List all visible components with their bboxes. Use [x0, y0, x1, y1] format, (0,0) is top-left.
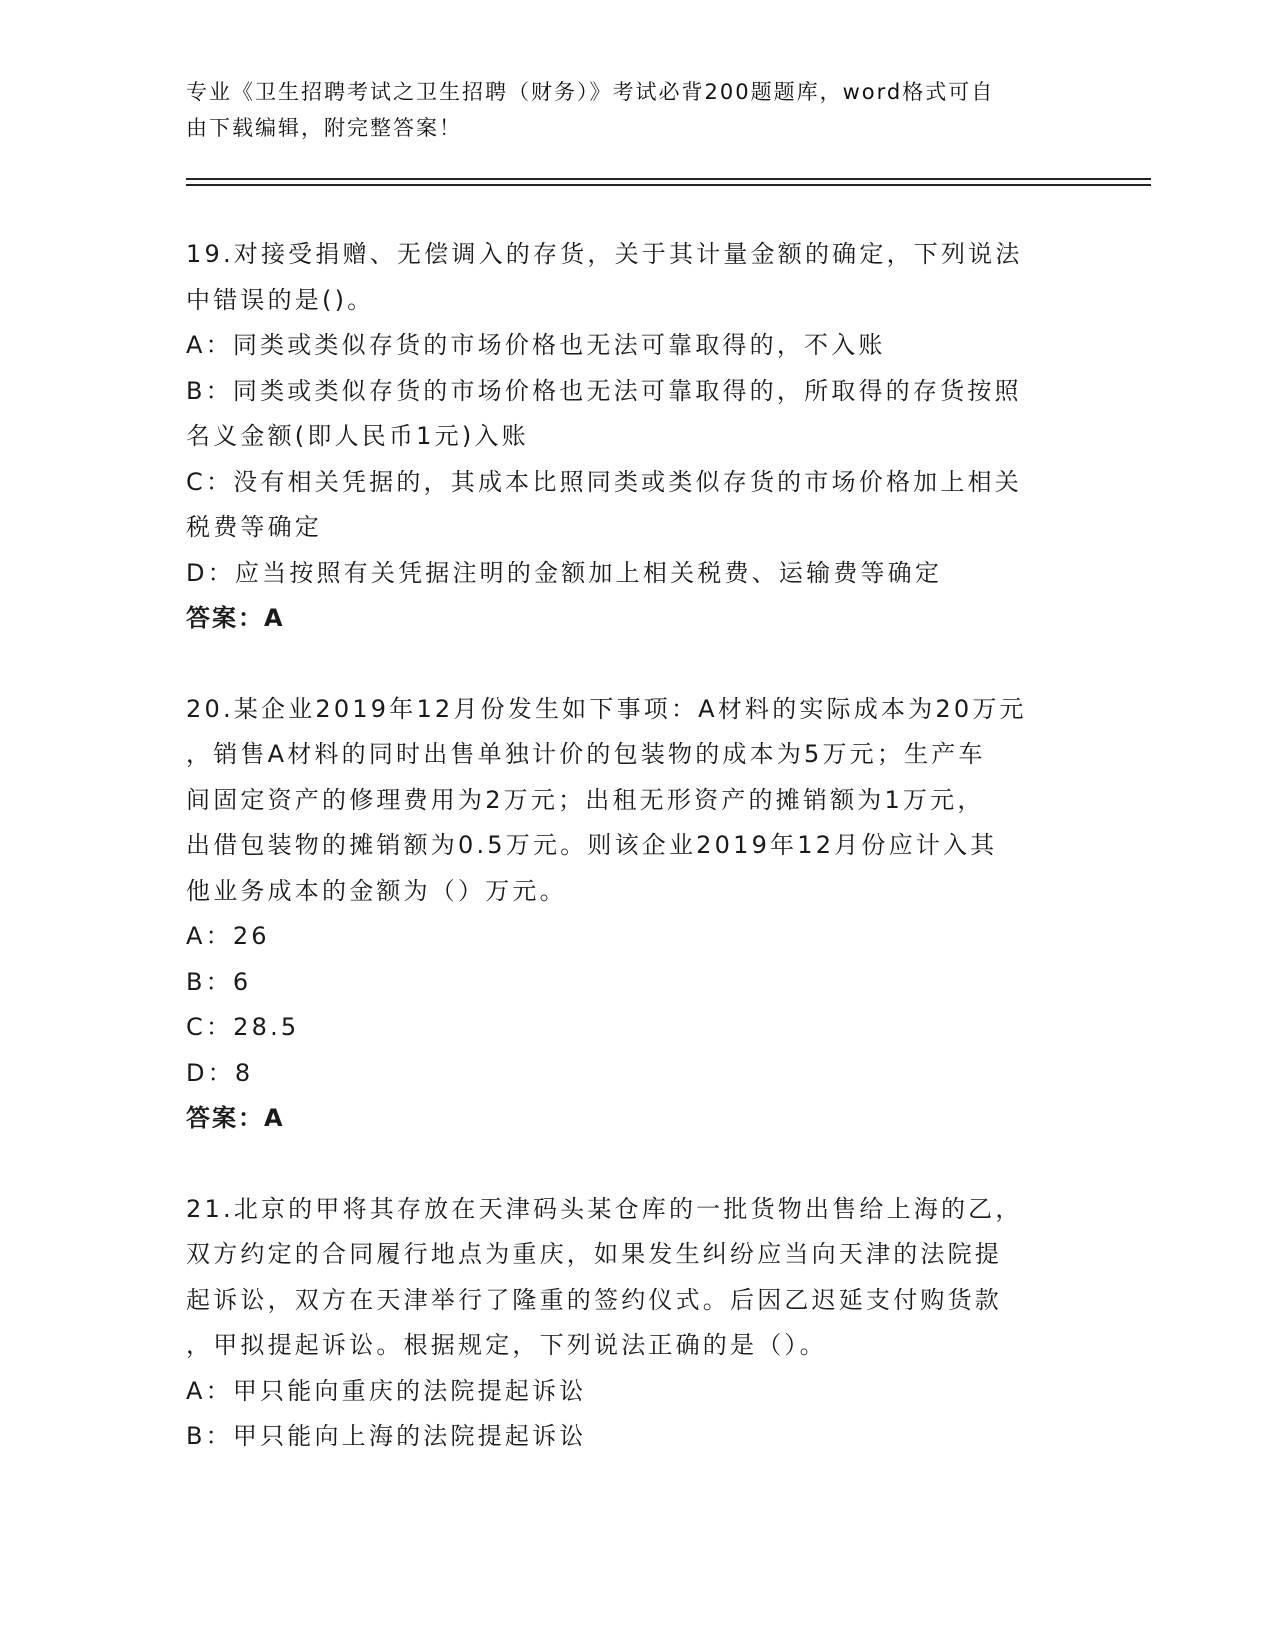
question-stem-line: 20.某企业2019年12月份发生如下事项：A材料的实际成本为20万元: [186, 694, 1027, 723]
header-line: 专业《卫生招聘考试之卫生招聘（财务）》考试必背200题题库，word格式可自: [186, 80, 995, 104]
option-line: D：应当按照有关凭据注明的金额加上相关税费、运输费等确定: [186, 558, 943, 587]
option-line: D：8: [186, 1058, 254, 1087]
question-stem-line: ，销售A材料的同时出售单独计价的包装物的成本为5万元；生产车: [186, 740, 986, 768]
header-line: 由下载编辑，附完整答案！: [186, 116, 462, 140]
header-divider: [186, 178, 1151, 180]
option-line: A：甲只能向重庆的法院提起诉讼: [186, 1376, 587, 1405]
option-line: A：26: [186, 922, 270, 950]
header-divider: [186, 184, 1151, 186]
question-stem-line: 中错误的是()。: [186, 285, 375, 314]
option-line: 名义金额(即人民币1元)入账: [186, 422, 529, 450]
question-stem-line: 19.对接受捐赠、无偿调入的存货，关于其计量金额的确定，下列说法: [186, 240, 1023, 268]
option-line: C：28.5: [186, 1013, 300, 1041]
question-list: [186, 232, 1086, 1460]
option-line: B：同类或类似存货的市场价格也无法可靠取得的，所取得的存货按照: [186, 376, 1022, 405]
question-stem-line: ，甲拟提起诉讼。根据规定，下列说法正确的是（）。: [186, 1331, 827, 1359]
option-line: B：6: [186, 967, 252, 996]
document-header: [186, 74, 1066, 146]
option-line: B：甲只能向上海的法院提起诉讼: [186, 1422, 587, 1450]
question-stem-line: 起诉讼，双方在天津举行了隆重的签约仪式。后因乙迟延支付购货款: [186, 1285, 1002, 1314]
question-stem-line: 他业务成本的金额为（）万元。: [186, 876, 567, 905]
option-line: A：同类或类似存货的市场价格也无法可靠取得的，不入账: [186, 331, 886, 359]
option-line: 税费等确定: [186, 513, 322, 541]
question-stem-line: 间固定资产的修理费用为2万元；出租无形资产的摊销额为1万元，: [186, 785, 985, 814]
question-block: [186, 687, 1086, 1142]
question-block: [186, 232, 1086, 642]
answer-label: 答案：A: [186, 604, 285, 632]
option-line: C：没有相关凭据的，其成本比照同类或类似存货的市场价格加上相关: [186, 467, 1022, 496]
question-stem-line: 双方约定的合同履行地点为重庆，如果发生纠纷应当向天津的法院提: [186, 1240, 1002, 1268]
question-stem-line: 出借包装物的摊销额为0.5万元。则该企业2019年12月份应计入其: [186, 831, 998, 859]
question-spacer: [186, 1142, 1086, 1187]
question-block: [186, 1187, 1086, 1460]
question-stem-line: 21.北京的甲将其存放在天津码头某仓库的一批货物出售给上海的乙，: [186, 1194, 1023, 1223]
question-spacer: [186, 642, 1086, 687]
answer-label: 答案：A: [186, 1104, 285, 1132]
